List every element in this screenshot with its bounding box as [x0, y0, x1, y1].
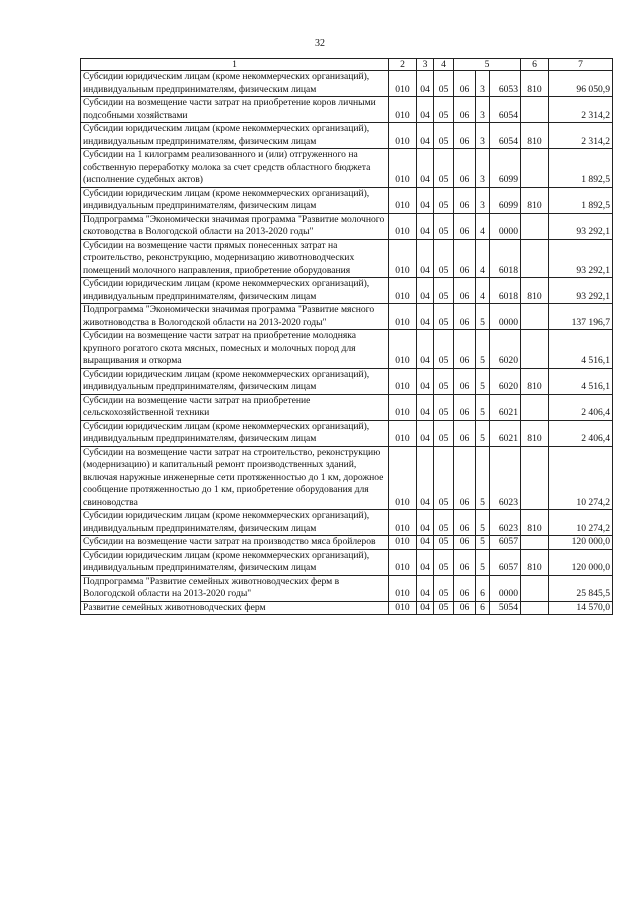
column-header-3: 3: [417, 59, 434, 71]
row-description: Субсидии юридическим лицам (кроме некоммерческих организаций), индивидуальным предпринимателям, физическим лицам: [81, 420, 389, 446]
code-expense-type: [521, 97, 549, 123]
code-chapter: 010: [389, 368, 417, 394]
code-chapter: 010: [389, 575, 417, 601]
amount: 10 274,2: [549, 446, 613, 510]
row-description: Субсидии на возмещение части затрат на производство мяса бройлеров: [81, 536, 389, 550]
row-description: Подпрограмма "Развитие семейных животноводческих ферм в Вологодской области на 2013-2020 годы": [81, 575, 389, 601]
code-direction: 6020: [490, 330, 521, 369]
code-program: 06: [454, 123, 476, 149]
code-subprogram: 3: [476, 123, 490, 149]
code-expense-type: 810: [521, 549, 549, 575]
amount: 25 845,5: [549, 575, 613, 601]
column-header-2: 2: [389, 59, 417, 71]
code-subsection: 05: [434, 187, 454, 213]
code-direction: 6018: [490, 278, 521, 304]
code-section: 04: [417, 601, 434, 615]
code-expense-type: [521, 394, 549, 420]
code-direction: 6023: [490, 510, 521, 536]
code-expense-type: 810: [521, 123, 549, 149]
code-chapter: 010: [389, 123, 417, 149]
table-row: [81, 304, 613, 330]
code-subsection: 05: [434, 536, 454, 550]
amount: 93 292,1: [549, 239, 613, 278]
code-section: 04: [417, 71, 434, 97]
code-program: 06: [454, 278, 476, 304]
code-subprogram: 5: [476, 446, 490, 510]
code-subprogram: 3: [476, 149, 490, 188]
row-description: Субсидии на возмещение части затрат на строительство, реконструкцию (модернизацию) и капитальный ремонт производственных зданий, включая наружные инженерные сети протяженностью до 1 км, дорожное сообщение протяженностью до 1 км, приобретение оборудования для свиноводства: [81, 446, 389, 510]
amount: 96 050,9: [549, 71, 613, 97]
table-row: [81, 575, 613, 601]
amount: 14 570,0: [549, 601, 613, 615]
table-row: [81, 536, 613, 550]
code-subprogram: 4: [476, 239, 490, 278]
code-subprogram: 5: [476, 330, 490, 369]
row-description: Субсидии на 1 килограмм реализованного и (или) отгруженного на собственную переработку молока за счет средств областного бюджета (исполнение судебных актов): [81, 149, 389, 188]
code-expense-type: [521, 536, 549, 550]
code-program: 06: [454, 510, 476, 536]
code-chapter: 010: [389, 330, 417, 369]
table-row: [81, 549, 613, 575]
code-subprogram: 5: [476, 394, 490, 420]
code-subsection: 05: [434, 304, 454, 330]
code-program: 06: [454, 601, 476, 615]
code-chapter: 010: [389, 187, 417, 213]
code-subsection: 05: [434, 601, 454, 615]
column-header-4: 4: [434, 59, 454, 71]
code-section: 04: [417, 368, 434, 394]
row-description: Подпрограмма "Экономически значимая программа "Развитие молочного скотоводства в Вологодской области на 2013-2020 годы": [81, 213, 389, 239]
code-subsection: 05: [434, 278, 454, 304]
code-program: 06: [454, 239, 476, 278]
code-subprogram: 5: [476, 304, 490, 330]
code-direction: 6021: [490, 394, 521, 420]
code-subprogram: 6: [476, 575, 490, 601]
code-chapter: 010: [389, 601, 417, 615]
row-description: Субсидии юридическим лицам (кроме некоммерческих организаций), индивидуальным предпринимателям, физическим лицам: [81, 368, 389, 394]
code-expense-type: 810: [521, 278, 549, 304]
code-direction: 6057: [490, 549, 521, 575]
table-row: [81, 187, 613, 213]
code-expense-type: 810: [521, 368, 549, 394]
column-header-5: 5: [454, 59, 521, 71]
code-direction: 6053: [490, 71, 521, 97]
code-program: 06: [454, 71, 476, 97]
amount: 4 516,1: [549, 330, 613, 369]
amount: 2 314,2: [549, 123, 613, 149]
table-row: [81, 394, 613, 420]
code-subsection: 05: [434, 575, 454, 601]
code-chapter: 010: [389, 71, 417, 97]
code-section: 04: [417, 536, 434, 550]
code-expense-type: [521, 601, 549, 615]
amount: 120 000,0: [549, 536, 613, 550]
header-row: [81, 59, 613, 71]
code-subsection: 05: [434, 123, 454, 149]
code-subprogram: 5: [476, 536, 490, 550]
row-description: Субсидии юридическим лицам (кроме некоммерческих организаций), индивидуальным предпринимателям, физическим лицам: [81, 549, 389, 575]
amount: 137 196,7: [549, 304, 613, 330]
code-section: 04: [417, 97, 434, 123]
code-direction: 6018: [490, 239, 521, 278]
code-chapter: 010: [389, 394, 417, 420]
code-subsection: 05: [434, 549, 454, 575]
table-row: [81, 239, 613, 278]
row-description: Субсидии юридическим лицам (кроме некоммерческих организаций), индивидуальным предпринимателям, физическим лицам: [81, 187, 389, 213]
table-row: [81, 330, 613, 369]
code-expense-type: 810: [521, 187, 549, 213]
row-description: Субсидии на возмещение части затрат на приобретение сельскохозяйственной техники: [81, 394, 389, 420]
column-header-7: 7: [549, 59, 613, 71]
table-row: [81, 71, 613, 97]
column-header-1: 1: [81, 59, 389, 71]
code-direction: 6020: [490, 368, 521, 394]
table-row: [81, 446, 613, 510]
code-subprogram: 3: [476, 187, 490, 213]
code-expense-type: 810: [521, 71, 549, 97]
code-chapter: 010: [389, 239, 417, 278]
code-expense-type: [521, 239, 549, 278]
amount: 10 274,2: [549, 510, 613, 536]
code-section: 04: [417, 575, 434, 601]
code-subprogram: 5: [476, 510, 490, 536]
code-direction: 6099: [490, 187, 521, 213]
code-program: 06: [454, 575, 476, 601]
code-subsection: 05: [434, 213, 454, 239]
code-subprogram: 5: [476, 549, 490, 575]
table-row: [81, 213, 613, 239]
row-description: Субсидии юридическим лицам (кроме некоммерческих организаций), индивидуальным предпринимателям, физическим лицам: [81, 278, 389, 304]
code-section: 04: [417, 123, 434, 149]
table-row: [81, 420, 613, 446]
amount: 93 292,1: [549, 213, 613, 239]
amount: 2 314,2: [549, 97, 613, 123]
table-row: [81, 601, 613, 615]
code-section: 04: [417, 187, 434, 213]
code-section: 04: [417, 213, 434, 239]
table-row: [81, 368, 613, 394]
code-chapter: 010: [389, 420, 417, 446]
code-section: 04: [417, 549, 434, 575]
table-row: [81, 97, 613, 123]
code-expense-type: 810: [521, 420, 549, 446]
code-chapter: 010: [389, 213, 417, 239]
code-direction: 6054: [490, 123, 521, 149]
amount: 93 292,1: [549, 278, 613, 304]
code-section: 04: [417, 446, 434, 510]
table-row: [81, 149, 613, 188]
code-subprogram: 3: [476, 97, 490, 123]
code-expense-type: [521, 213, 549, 239]
table-row: [81, 278, 613, 304]
code-expense-type: [521, 304, 549, 330]
code-subprogram: 5: [476, 420, 490, 446]
code-section: 04: [417, 394, 434, 420]
code-chapter: 010: [389, 278, 417, 304]
code-section: 04: [417, 149, 434, 188]
code-section: 04: [417, 510, 434, 536]
code-chapter: 010: [389, 536, 417, 550]
code-subprogram: 4: [476, 278, 490, 304]
column-header-6: 6: [521, 59, 549, 71]
code-chapter: 010: [389, 97, 417, 123]
code-subsection: 05: [434, 97, 454, 123]
code-subsection: 05: [434, 368, 454, 394]
code-program: 06: [454, 149, 476, 188]
code-program: 06: [454, 536, 476, 550]
code-program: 06: [454, 368, 476, 394]
code-section: 04: [417, 304, 434, 330]
code-subprogram: 3: [476, 71, 490, 97]
code-subsection: 05: [434, 510, 454, 536]
budget-table: [80, 58, 613, 615]
code-chapter: 010: [389, 149, 417, 188]
code-subsection: 05: [434, 239, 454, 278]
code-subsection: 05: [434, 149, 454, 188]
code-chapter: 010: [389, 304, 417, 330]
code-direction: 6099: [490, 149, 521, 188]
amount: 2 406,4: [549, 420, 613, 446]
code-direction: 0000: [490, 304, 521, 330]
row-description: Развитие семейных животноводческих ферм: [81, 601, 389, 615]
row-description: Субсидии на возмещение части затрат на приобретение коров личными подсобными хозяйствами: [81, 97, 389, 123]
code-program: 06: [454, 446, 476, 510]
row-description: Субсидии юридическим лицам (кроме некоммерческих организаций), индивидуальным предпринимателям, физическим лицам: [81, 71, 389, 97]
code-direction: 6057: [490, 536, 521, 550]
code-direction: 5054: [490, 601, 521, 615]
code-section: 04: [417, 420, 434, 446]
code-subsection: 05: [434, 330, 454, 369]
amount: 1 892,5: [549, 187, 613, 213]
row-description: Субсидии на возмещение части затрат на приобретение молодняка крупного рогатого скота мясных, помесных и молочных пород для выращивания и откорма: [81, 330, 389, 369]
code-section: 04: [417, 330, 434, 369]
code-program: 06: [454, 187, 476, 213]
amount: 1 892,5: [549, 149, 613, 188]
page-number: 32: [315, 38, 325, 49]
code-program: 06: [454, 97, 476, 123]
code-program: 06: [454, 549, 476, 575]
code-section: 04: [417, 239, 434, 278]
code-direction: 0000: [490, 213, 521, 239]
code-program: 06: [454, 330, 476, 369]
code-expense-type: 810: [521, 510, 549, 536]
code-direction: 0000: [490, 575, 521, 601]
code-subprogram: 4: [476, 213, 490, 239]
row-description: Субсидии на возмещение части прямых понесенных затрат на строительство, реконструкцию, модернизацию животноводческих помещений молочного направления, приобретение оборудования: [81, 239, 389, 278]
code-section: 04: [417, 278, 434, 304]
amount: 4 516,1: [549, 368, 613, 394]
amount: 120 000,0: [549, 549, 613, 575]
code-subprogram: 5: [476, 368, 490, 394]
code-chapter: 010: [389, 510, 417, 536]
code-expense-type: [521, 575, 549, 601]
row-description: Субсидии юридическим лицам (кроме некоммерческих организаций), индивидуальным предпринимателям, физическим лицам: [81, 123, 389, 149]
code-subsection: 05: [434, 394, 454, 420]
code-subsection: 05: [434, 446, 454, 510]
code-program: 06: [454, 420, 476, 446]
code-program: 06: [454, 304, 476, 330]
code-chapter: 010: [389, 446, 417, 510]
code-expense-type: [521, 446, 549, 510]
table-row: [81, 123, 613, 149]
code-subsection: 05: [434, 71, 454, 97]
code-expense-type: [521, 330, 549, 369]
amount: 2 406,4: [549, 394, 613, 420]
code-expense-type: [521, 149, 549, 188]
code-direction: 6021: [490, 420, 521, 446]
row-description: Субсидии юридическим лицам (кроме некоммерческих организаций), индивидуальным предпринимателям, физическим лицам: [81, 510, 389, 536]
code-direction: 6023: [490, 446, 521, 510]
code-program: 06: [454, 213, 476, 239]
code-direction: 6054: [490, 97, 521, 123]
table-row: [81, 510, 613, 536]
row-description: Подпрограмма "Экономически значимая программа "Развитие мясного животноводства в Вологодской области на 2013-2020 годы": [81, 304, 389, 330]
code-subprogram: 6: [476, 601, 490, 615]
code-subsection: 05: [434, 420, 454, 446]
code-program: 06: [454, 394, 476, 420]
code-chapter: 010: [389, 549, 417, 575]
